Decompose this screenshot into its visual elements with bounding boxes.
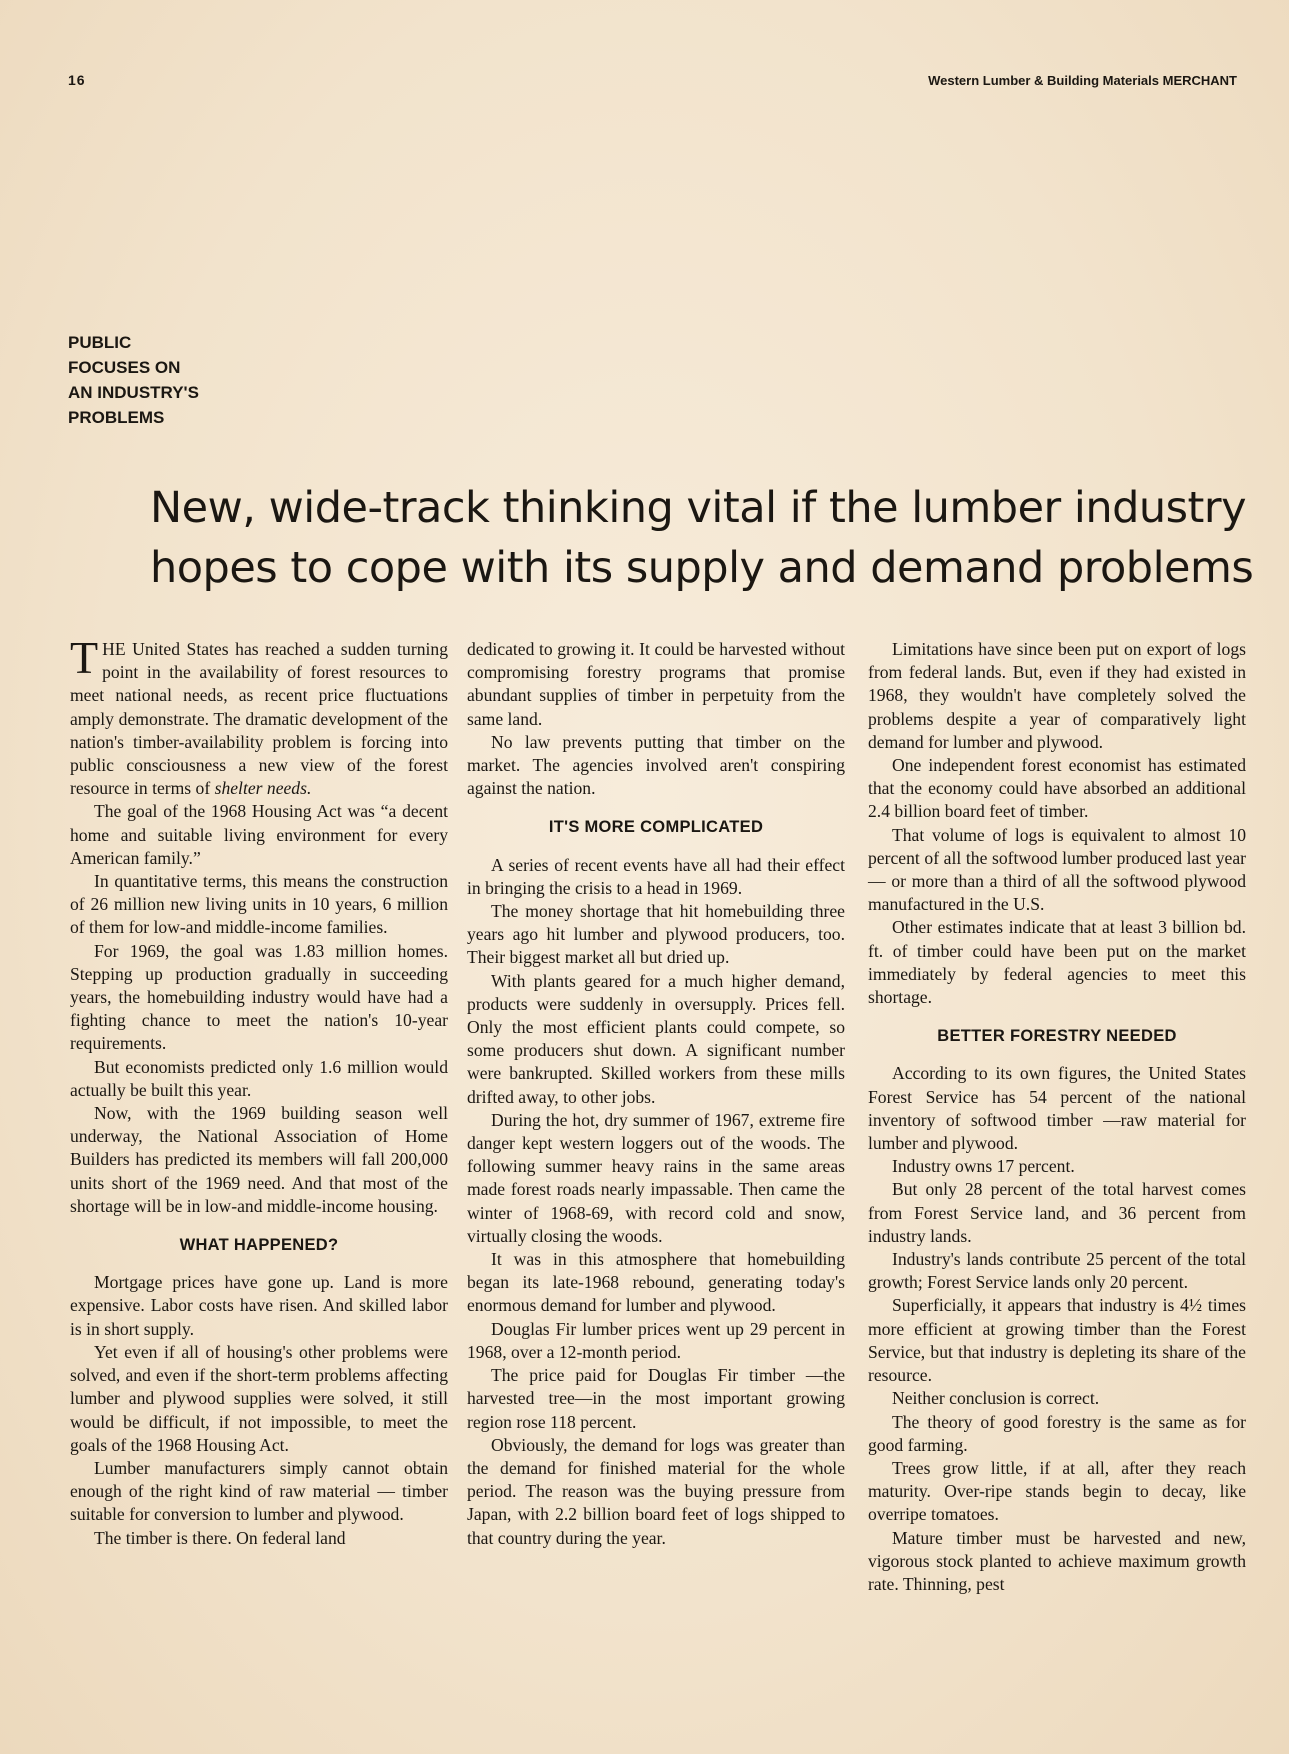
paragraph: The theory of good forestry is the same as for good farming. — [868, 1411, 1246, 1455]
paragraph: The goal of the 1968 Housing Act was “a decent home and suitable living environment for every American family.” — [70, 801, 448, 868]
article-column-3 — [868, 638, 1246, 1596]
drop-cap: T — [70, 632, 99, 683]
kicker-line: FOCUSES ON — [68, 358, 181, 377]
paragraph: Superficially, it appears that industry is 4½ times more efficient at growing timber than the Forest Service, but that industry is depleting its share of the resource. — [868, 1295, 1246, 1386]
section-heading: BETTER FORESTRY NEEDED — [937, 1027, 1177, 1046]
headline-line: New, wide-track thinking vital if the lumber industry — [150, 483, 1247, 533]
kicker-line: AN INDUSTRY'S — [68, 383, 199, 402]
paragraph: But economists predicted only 1.6 million would actually be built this year. — [70, 1056, 448, 1100]
paragraph: Obviously, the demand for logs was greater than the demand for finished material for the whole period. The reason was the buying pressure from Japan, with 2.2 billion board feet of logs shipped to that country during the year. — [467, 1434, 845, 1548]
paragraph: Industry's lands contribute 25 percent of the total growth; Forest Service lands only 20 percent. — [868, 1249, 1246, 1293]
headline-line: hopes to cope with its supply and demand problems — [150, 543, 1254, 593]
paragraph: The price paid for Douglas Fir timber —the harvested tree—in the most important growing region rose 118 percent. — [467, 1365, 845, 1432]
paragraph: THE United States has reached a sudden turning point in the availability of forest resources to meet national needs, as recent price fluctuations amply demonstrate. The dramatic development of the nation's timber-availability problem is forcing into public consciousness a new view of the forest resource in terms of shelter needs. — [70, 632, 448, 799]
paragraph: During the hot, dry summer of 1967, extreme fire danger kept western loggers out of the woods. The following summer heavy rains in the same areas made forest roads nearly impassable. Then came the winter of 1968-69, with record cold and snow, virtually closing the woods. — [467, 1109, 845, 1246]
paragraph: With plants geared for a much higher demand, products were suddenly in oversupply. Prices fell. Only the most efficient plants could compete, so some producers shut down. A significant number were bankrupted. Skilled workers from these mills drifted away, to other jobs. — [467, 970, 845, 1107]
publication-title: Western Lumber & Building Materials MERCHANT — [928, 73, 1237, 88]
paragraph: Industry owns 17 percent. — [892, 1156, 1075, 1177]
paragraph: Limitations have since been put on export of logs from federal lands. But, even if they had existed in 1968, they wouldn't have completely solved the problems despite a year of comparatively light demand for lumber and plywood. — [868, 639, 1246, 752]
paragraph: Now, with the 1969 building season well underway, the National Association of Home Builders has predicted its members will fall 200,000 units short of the 1969 need. And that most of the shortage will be in low-and middle-income housing. — [70, 1103, 448, 1216]
paragraph: For 1969, the goal was 1.83 million homes. Stepping up production gradually in succeeding years, the homebuilding industry would have had a fighting chance to meet the nation's 10-year requirements. — [70, 940, 448, 1054]
kicker-line: PROBLEMS — [68, 408, 165, 427]
paragraph: According to its own figures, the United States Forest Service has 54 percent of the national inventory of softwood timber —raw material for lumber and plywood. — [868, 1063, 1246, 1154]
paragraph: It was in this atmosphere that homebuilding began its late-1968 rebound, generating today's enormous demand for lumber and plywood. — [467, 1249, 845, 1316]
page-number: 16 — [68, 72, 86, 88]
paragraph: Mature timber must be harvested and new, vigorous stock planted to achieve maximum growth rate. Thinning, pest — [868, 1527, 1246, 1594]
paragraph: Trees grow little, if at all, after they reach maturity. Over-ripe stands begin to decay, like overripe tomatoes. — [868, 1457, 1246, 1525]
kicker-line: PUBLIC — [68, 333, 132, 352]
paragraph: The timber is there. On federal land — [94, 1527, 346, 1548]
paragraph: One independent forest economist has estimated that the economy could have absorbed an additional 2.4 billion board feet of timber. — [868, 755, 1246, 822]
section-kicker — [68, 330, 288, 430]
paragraph: Mortgage prices have gone up. Land is more expensive. Labor costs have risen. And skilled labor is in short supply. — [70, 1272, 448, 1339]
paragraph: Other estimates indicate that at least 3 billion bd. ft. of timber could have been put on the market immediately by federal agencies to meet this shortage. — [868, 917, 1246, 1008]
paragraph: But only 28 percent of the total harvest comes from Forest Service land, and 36 percent from industry lands. — [868, 1179, 1246, 1246]
paragraph: Yet even if all of housing's other problems were solved, and even if the short-term problems affecting lumber and plywood supplies were solved, it still would be difficult, if not impossible, to meet the goals of the 1968 Housing Act. — [70, 1341, 448, 1455]
paragraph: The money shortage that hit homebuilding three years ago hit lumber and plywood producers, too. Their biggest market all but dried up. — [467, 901, 845, 968]
section-heading: WHAT HAPPENED? — [179, 1236, 339, 1255]
paragraph: Neither conclusion is correct. — [892, 1388, 1100, 1409]
article-headline — [150, 478, 1270, 598]
paragraph: In quantitative terms, this means the construction of 26 million new living units in 10 years, 6 million of them for low-and middle-income families. — [70, 871, 448, 938]
paragraph: Lumber manufacturers simply cannot obtain enough of the right kind of raw material — timber suitable for conversion to lumber and plywood. — [70, 1457, 448, 1525]
article-column-2 — [467, 638, 845, 1550]
article-column-1 — [70, 632, 448, 1550]
paragraph: That volume of logs is equivalent to almost 10 percent of all the softwood lumber produced last year — or more than a third of all the softwood plywood manufactured in the U.S. — [868, 824, 1246, 915]
paragraph: Douglas Fir lumber prices went up 29 percent in 1968, over a 12-month period. — [467, 1318, 845, 1362]
paragraph: A series of recent events have all had their effect in bringing the crisis to a head in 1969. — [467, 854, 845, 898]
paragraph: No law prevents putting that timber on the market. The agencies involved aren't conspiring against the nation. — [467, 731, 845, 799]
paragraph: dedicated to growing it. It could be harvested without compromising forestry programs that promise abundant supplies of timber in perpetuity from the same land. — [467, 639, 845, 729]
section-heading: IT'S MORE COMPLICATED — [548, 818, 764, 837]
